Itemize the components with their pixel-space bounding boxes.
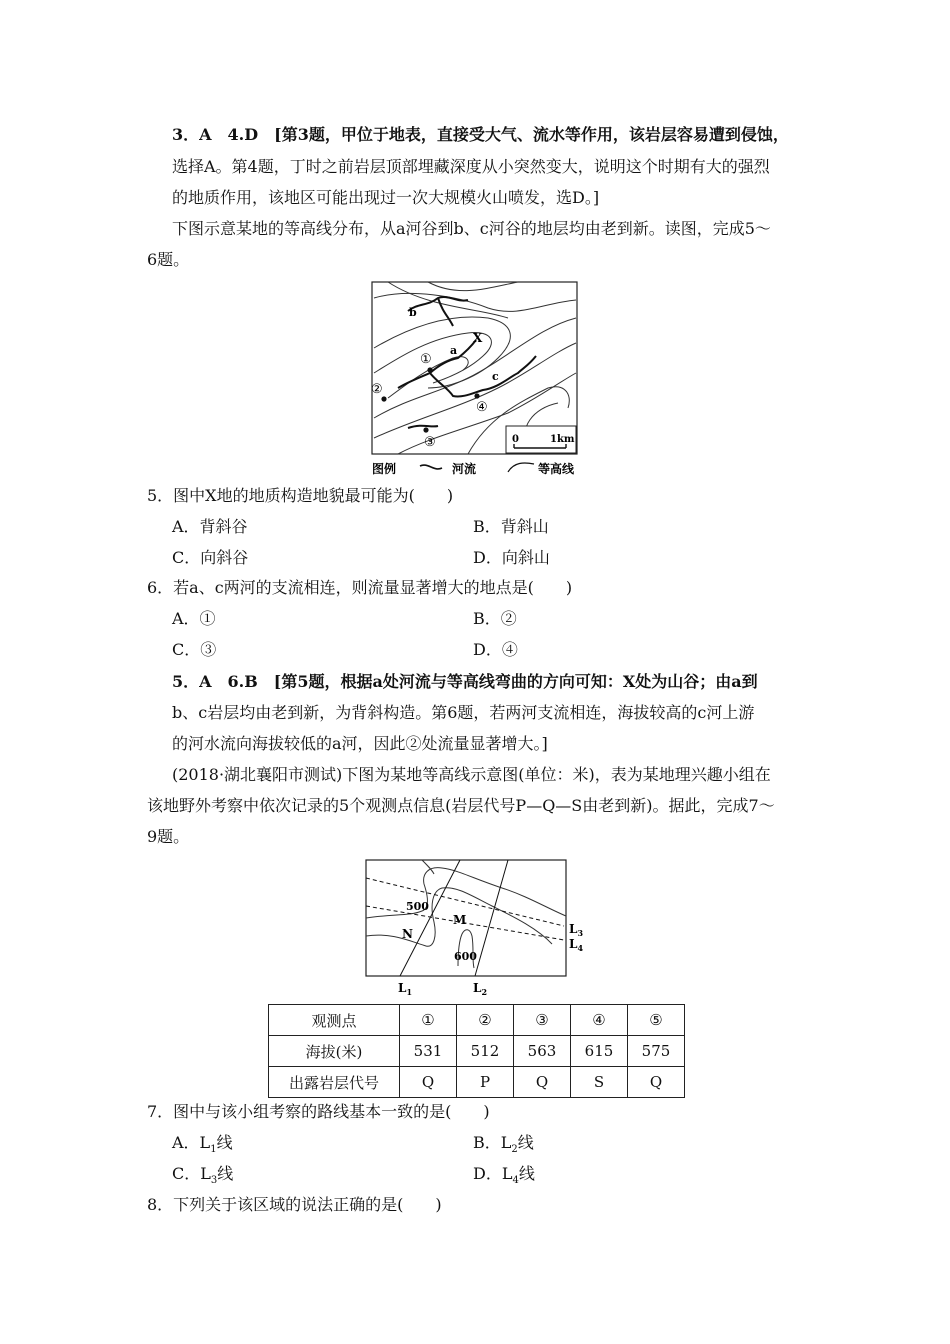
intro-7-9-line1: (2018·湖北襄阳市测试)下图为某地等高线示意图(单位：米)，表为某地理兴趣小组在 [172,765,771,784]
question-7-option-a: A．$L_1$线 [172,1133,233,1156]
contour-map-figure-1 [368,278,582,480]
answer-3-4-line3: 的地质作用，该地区可能出现过一次大规模火山喷发，选D。] [172,188,600,207]
answer-3-4-line2: 选择A。第4题，丁时之前岩层顶部埋藏深度从小突然变大，说明这个时期有大的强烈 [172,157,770,176]
legend-river-symbol [420,465,442,469]
point-3-marker [423,427,428,432]
question-5-option-d: D．向斜山 [473,548,550,567]
intro-5-6-line1: 下图示意某地的等高线分布，从a河谷到b、c河谷的地层均由老到新。读图，完成5～ [172,219,771,238]
table-header-row [269,1005,685,1036]
question-5-stem: 5．图中X地的地质构造地貌最可能为( ) [147,486,454,505]
route-l2 [475,860,508,976]
route-l1 [400,860,460,976]
table-row-altitude [269,1036,685,1067]
point-2-marker [381,396,386,401]
table-cell: P [457,1067,514,1098]
answer-3-4-line1: 3．A 4.D [第3题，甲位于地表，直接受大气、流水等作用，该岩层容易遭到侵蚀， [172,125,789,144]
label-point-4: ④ [476,400,488,415]
question-6-option-c: C．③ [172,640,217,659]
question-6-option-d: D．④ [473,640,518,659]
table-cell: 531 [400,1036,457,1067]
question-6-option-a: A．① [172,609,216,628]
table-cell: 出露岩层代号 [269,1067,400,1098]
label-l1: $L_1$ [398,981,413,997]
table-cell: ① [400,1005,457,1036]
intro-5-6-line2: 6题。 [147,250,190,269]
contour-map-figure-2 [362,856,592,998]
question-5-option-b: B．背斜山 [473,517,549,536]
question-5-option-a: A．背斜谷 [172,517,248,536]
table-cell: 512 [457,1036,514,1067]
label-point-2: ② [371,382,383,397]
label-x: X [473,331,483,345]
question-7-stem: 7．图中与该小组考察的路线基本一致的是( ) [147,1102,490,1121]
question-8-stem: 8．下列关于该区域的说法正确的是( ) [147,1195,442,1214]
label-l2: $L_2$ [473,981,488,997]
table-cell: S [571,1067,628,1098]
point-4-marker [474,393,479,398]
contour-600-label: 600 [454,950,477,963]
intro-7-9-line2: 该地野外考察中依次记录的5个观测点信息(岩层代号P—Q—S由老到新)。据此，完成7～ [147,796,775,815]
table-cell: 观测点 [269,1005,400,1036]
question-6-option-b: B．② [473,609,517,628]
question-5-option-c: C．向斜谷 [172,548,249,567]
legend-contour-label: 等高线 [538,462,575,476]
table-cell: 615 [571,1036,628,1067]
label-c: c [492,370,499,383]
legend-river-label: 河流 [452,462,477,476]
table-cell: ② [457,1005,514,1036]
point-1-marker [427,367,432,372]
answer-5-6-line3: 的河水流向海拔较低的a河，因此②处流量显著增大。] [172,734,548,753]
label-n: N [402,927,413,941]
label-l4: $L_4$ [569,937,584,953]
legend-contour-symbol [508,463,534,472]
table-cell: Q [628,1067,685,1098]
label-m: M [453,913,467,927]
table-cell: 575 [628,1036,685,1067]
rivers [398,297,536,428]
question-7-option-b: B．$L_2$线 [473,1133,534,1156]
label-b: b [409,306,417,319]
scale-distance: 1km [550,434,575,445]
table-cell: Q [514,1067,571,1098]
table-cell: 563 [514,1036,571,1067]
label-a: a [450,344,458,357]
answer-5-6-line2: b、c岩层均由老到新，为背斜构造。第6题，若两河支流相连，海拔较高的c河上游 [172,703,755,722]
intro-7-9-line3: 9题。 [147,827,190,846]
table-cell: ⑤ [628,1005,685,1036]
question-6-stem: 6．若a、c两河的支流相连，则流量显著增大的地点是( ) [147,578,573,597]
label-point-3: ③ [424,435,436,450]
question-7-option-c: C．$L_3$线 [172,1164,234,1187]
table-cell: Q [400,1067,457,1098]
answer-5-6-line1: 5．A 6.B [第5题，根据a处河流与等高线弯曲的方向可知：X处为山谷；由a到 [172,672,758,691]
label-l3: $L_3$ [569,922,584,938]
table-cell: ③ [514,1005,571,1036]
observation-table [268,1004,685,1098]
table-cell: ④ [571,1005,628,1036]
question-7-option-d: D．$L_4$线 [473,1164,535,1187]
contour-500-label: 500 [406,900,429,913]
table-row-rock [269,1067,685,1098]
label-point-1: ① [420,352,432,367]
legend-title: 图例 [372,462,397,476]
scale-zero: 0 [512,434,519,445]
table-cell: 海拔(米) [269,1036,400,1067]
